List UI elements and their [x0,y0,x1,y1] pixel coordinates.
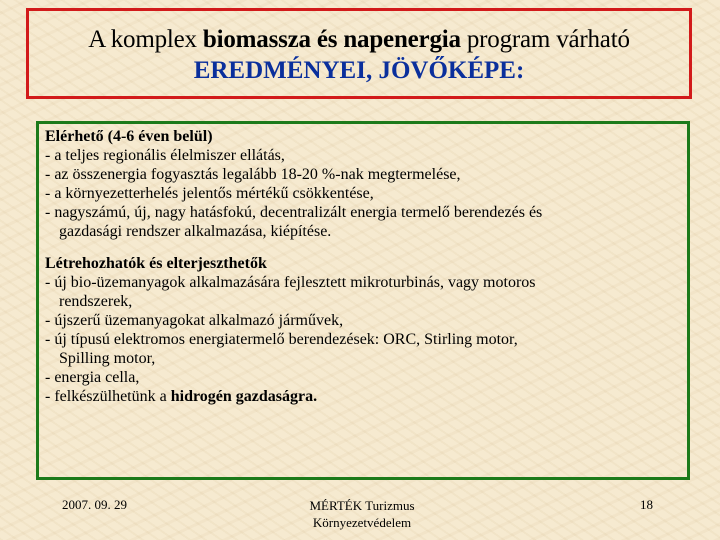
section-gap [45,241,681,254]
section2-item-last: - felkészülhetünk a hidrogén gazdaságra. [45,388,318,405]
footer-page-number: 18 [640,497,653,512]
section1-heading: Elérhető (4-6 éven belül) [45,128,213,145]
section2-item-continued: Spilling motor, [59,350,156,367]
title-text-b: program várható [460,26,630,53]
section1-item: - az összenergia fogyasztás legalább 18-20 %-nak megtermelése, [45,166,461,183]
footer-center [302,497,422,531]
section2-heading: Létrehozhatók és elterjeszthetők [45,255,267,272]
section1-item: - nagyszámú, új, nagy hatásfokú, decentralizált energia termelő berendezés és [45,204,543,221]
footer-center-line-2: Környezetvédelem [312,515,412,530]
title-line-2: EREDMÉNYEI, JÖVŐKÉPE: [193,57,525,84]
section1-item: - a környezetterhelés jelentős mértékű csökkentése, [45,185,374,202]
section2-item-continued: rendszerek, [59,293,133,310]
section2-item: - energia cella, [45,369,140,386]
section2-item: - új típusú elektromos energiatermelő berendezések: ORC, Stirling motor, [45,331,518,348]
footer-center-line-1: MÉRTÉK Turizmus [309,498,415,513]
title-text-a: A komplex [88,26,203,53]
footer-date: 2007. 09. 29 [62,497,127,512]
section2-item: - új bio-üzemanyagok alkalmazására fejlesztett mikroturbinás, vagy motoros [45,274,536,291]
content-box [36,121,690,480]
title-text-bold: biomassza és napenergia [202,26,461,53]
section1-item-continued: gazdasági rendszer alkalmazása, kiépítése. [59,223,332,240]
title-box [26,8,692,99]
section1-item: - a teljes regionális élelmiszer ellátás, [45,147,285,164]
section2-item: - újszerű üzemanyagokat alkalmazó járművek, [45,312,344,329]
title-line-1 [29,25,689,55]
